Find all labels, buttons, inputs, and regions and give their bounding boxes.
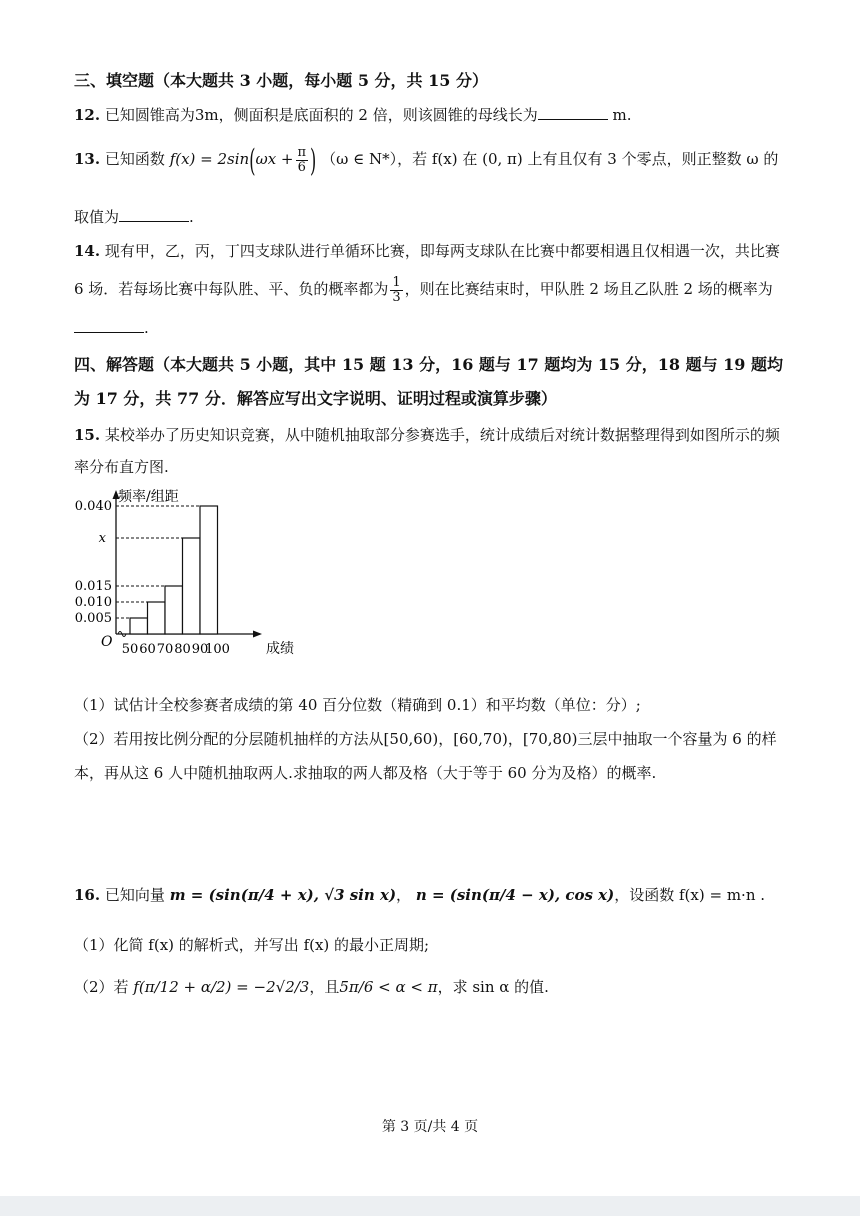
question-text: 已知圆锥高为3m，侧面积是底面积的 2 倍，则该圆锥的母线长为 — [104, 106, 538, 124]
y-tick-label: 0.010 — [74, 595, 112, 610]
part-label: （2）若 — [74, 978, 129, 996]
question-number: 13. — [74, 150, 101, 169]
page-footer: 第 3 页/共 4 页 — [381, 1119, 479, 1135]
question-13-line2 — [74, 206, 194, 227]
question-15-part2-line1: （2）若用按比例分配的分层随机抽样的方法从[50,60)，[60,70)，[70,80)三层中抽取一个容量为 6 的样 — [74, 730, 777, 748]
question-14-line3 — [74, 318, 149, 337]
answer-blank — [74, 318, 144, 333]
question-text-continued: f(x) 在 (0, π) 上有且仅有 3 个零点，则正整数 ω 的 — [431, 150, 779, 169]
histogram-bar — [183, 538, 201, 634]
question-text: 6 场．若每场比赛中每队胜、平、负的概率都为 — [74, 280, 389, 299]
period: . — [144, 319, 149, 337]
section3-title: 三、填空题（本大题共 3 小题，每小题 5 分，共 15 分） — [74, 71, 488, 90]
y-tick-label: 0.040 — [74, 499, 112, 514]
x-axis-label: 成绩 — [266, 641, 294, 657]
range-expression: 5π/6 < α < π — [339, 978, 438, 996]
section4-title-line1: 四、解答题（本大题共 5 小题，其中 15 题 13 分，16 题与 17 题均为 15 分，18 题与 19 题均 — [74, 355, 783, 374]
question-16-part1: （1）化简 f(x) 的解析式，并写出 f(x) 的最小正周期; — [74, 936, 430, 954]
question-15-part2-line2: 本，再从这 6 人中随机抽取两人.求抽取的两人都及格（大于等于 60 分为及格）的概率. — [74, 764, 657, 782]
question-13 — [74, 142, 779, 179]
connector-text: ，且 — [309, 978, 340, 996]
question-text-continued: ，则在比赛结束时，甲队胜 2 场且乙队胜 2 场的概率为 — [404, 280, 773, 299]
histogram-bar — [130, 618, 148, 634]
function-expression: f(x) = 2sin — [169, 150, 250, 169]
period: . — [189, 208, 194, 226]
histogram-bar — [200, 506, 218, 634]
right-paren: ) — [310, 142, 317, 179]
question-15-line2: 率分布直方图. — [74, 458, 169, 476]
section4-title-line2: 为 17 分，共 77 分．解答应写出文字说明、证明过程或演算步骤） — [74, 389, 557, 408]
vector-n-definition: n = (sin(π/4 − x), cos x) — [415, 886, 615, 904]
x-tick-label: 60 — [139, 642, 156, 657]
histogram-bar — [148, 602, 166, 634]
left-paren: ( — [249, 142, 256, 179]
frequency-histogram — [60, 482, 300, 668]
question-12 — [74, 104, 632, 125]
fraction — [390, 276, 402, 304]
y-tick-label: x — [98, 531, 106, 546]
fraction-numerator: π — [297, 145, 307, 160]
answer-blank — [119, 207, 189, 222]
x-tick-label: 50 — [121, 642, 139, 657]
question-text: 现有甲，乙，丙，丁四支球队进行单循环比赛，即每两支球队在比赛中都要相遇且仅相遇一次，共比赛 — [104, 242, 780, 260]
x-tick-label: 70 — [156, 642, 174, 657]
y-tick-label: 0.015 — [74, 579, 112, 594]
y-tick-label: 0.005 — [74, 611, 112, 626]
origin-label: O — [101, 634, 113, 650]
question-15-part1: （1）试估计全校参赛者成绩的第 40 百分位数（精确到 0.1）和平均数（单位：分）; — [74, 696, 641, 714]
question-14-line2 — [74, 276, 773, 304]
unit-text: m. — [612, 106, 632, 124]
question-number: 15. — [74, 426, 101, 444]
answer-blank — [538, 105, 608, 120]
function-argument: ωx + — [255, 150, 294, 169]
fraction-denominator: 6 — [297, 159, 306, 175]
histogram-bar — [165, 586, 183, 634]
x-axis-arrow — [253, 631, 262, 638]
question-text: 取值为 — [74, 208, 120, 226]
fraction-numerator: 1 — [392, 275, 401, 290]
question-text: 某校举办了历史知识竞赛，从中随机抽取部分参赛选手，统计成绩后对统计数据整理得到如图所示的频 — [104, 426, 780, 444]
question-14 — [74, 240, 780, 261]
question-text-continued: ，设函数 f(x) = m·n . — [614, 886, 766, 904]
condition-text: （ω ∈ N*），若 — [321, 150, 428, 169]
question-16: 16. 已知向量 m = (sin(π/4 + x), √3 sin x)， n = (sin(π/4 − x), cos x)，设函数 f(x) = m·n . — [74, 886, 766, 904]
question-number: 16. — [74, 886, 101, 904]
question-number: 12. — [74, 106, 101, 124]
x-tick-label: 80 — [174, 642, 191, 657]
question-text: 已知向量 — [104, 886, 165, 904]
condition-expression: f(π/12 + α/2) = −2√2/3 — [133, 978, 310, 996]
fraction-denominator: 3 — [392, 289, 401, 305]
y-axis-label: 频率/组距 — [118, 489, 179, 505]
question-text: 已知函数 — [104, 150, 165, 169]
question-number: 14. — [74, 242, 101, 260]
question-text-continued: ，求 sin α 的值. — [437, 978, 549, 996]
bottom-strip — [0, 1196, 860, 1216]
question-15 — [74, 424, 780, 445]
x-tick-label: 90 — [191, 642, 209, 657]
vector-m-definition: m = (sin(π/4 + x), √3 sin x) — [169, 886, 397, 904]
fraction — [296, 146, 309, 174]
question-16-part2 — [74, 976, 549, 997]
x-tick-label: 100 — [205, 642, 230, 657]
